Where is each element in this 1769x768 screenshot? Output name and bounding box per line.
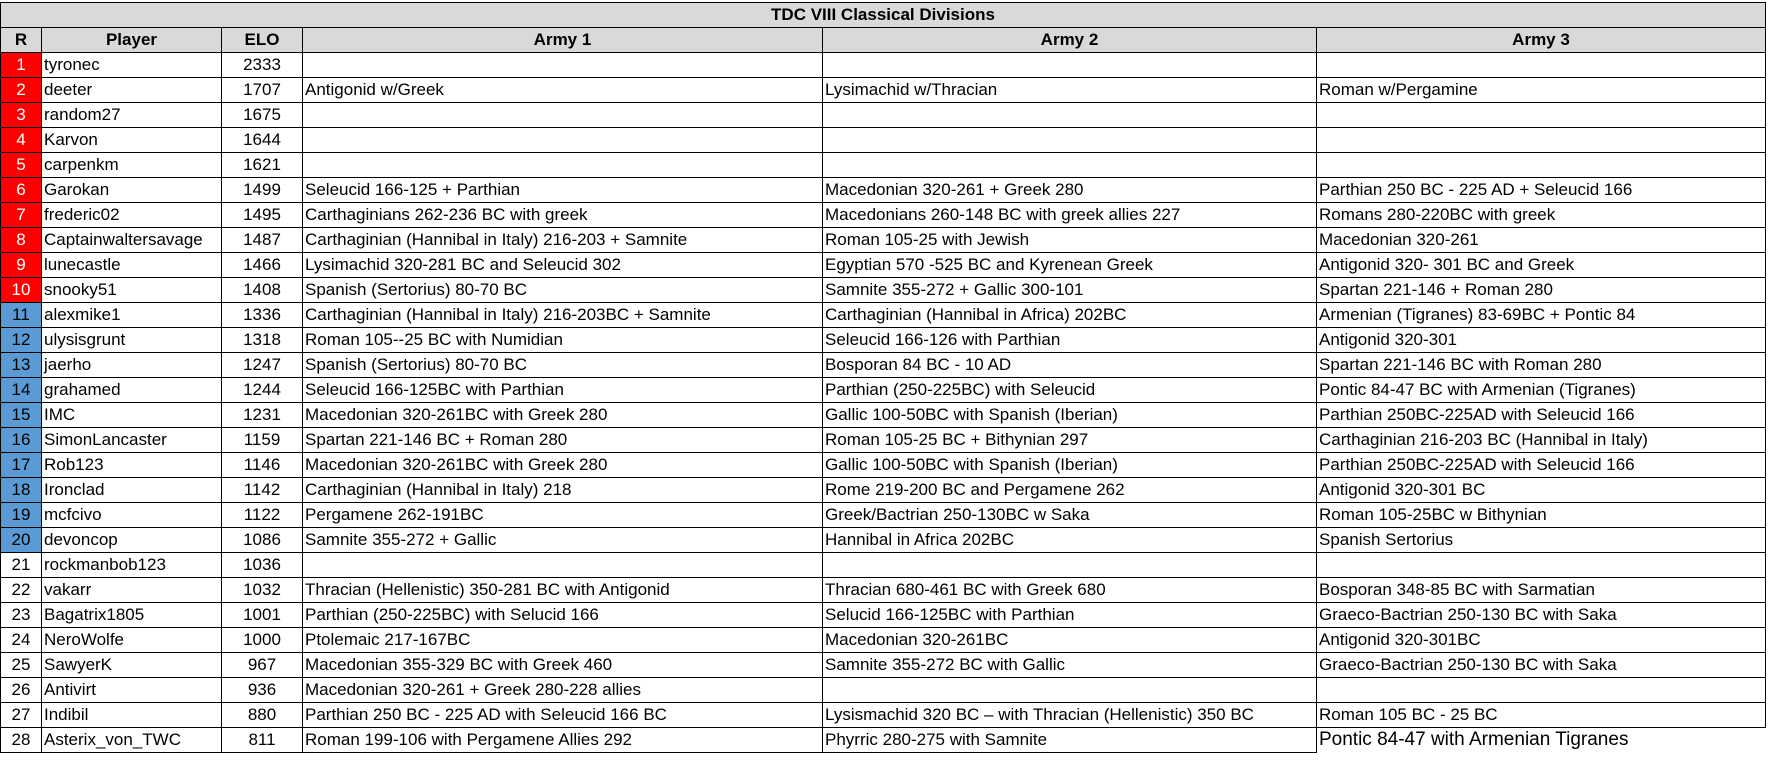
- cell-elo: 1231: [222, 403, 303, 428]
- cell-army1: Carthaginian (Hannibal in Italy) 218: [303, 478, 823, 503]
- cell-elo: 1336: [222, 303, 303, 328]
- cell-elo: 1244: [222, 378, 303, 403]
- cell-army3: Spartan 221-146 + Roman 280: [1317, 278, 1766, 303]
- cell-army2: Seleucid 166-126 with Parthian: [823, 328, 1317, 353]
- header-row: [1, 28, 1766, 53]
- cell-army3: [1317, 128, 1766, 153]
- cell-elo: 1466: [222, 253, 303, 278]
- table-row: [1, 728, 1766, 753]
- table-row: [1, 353, 1766, 378]
- header-army3: Army 3: [1317, 28, 1766, 53]
- cell-elo: 1707: [222, 78, 303, 103]
- cell-player: Antivirt: [42, 678, 222, 703]
- table-body: [1, 53, 1766, 753]
- cell-army1: [303, 53, 823, 78]
- table-row: [1, 153, 1766, 178]
- cell-army1: Carthaginian (Hannibal in Italy) 216-203BC + Samnite: [303, 303, 823, 328]
- cell-rank: 25: [1, 653, 42, 678]
- cell-army1: Ptolemaic 217-167BC: [303, 628, 823, 653]
- cell-army2: Gallic 100-50BC with Spanish (Iberian): [823, 403, 1317, 428]
- cell-army3: Pontic 84-47 with Armenian Tigranes: [1317, 728, 1766, 753]
- cell-army3: Spartan 221-146 BC with Roman 280: [1317, 353, 1766, 378]
- cell-army1: Roman 105--25 BC with Numidian: [303, 328, 823, 353]
- cell-army3: Roman 105-25BC w Bithynian: [1317, 503, 1766, 528]
- cell-elo: 1499: [222, 178, 303, 203]
- cell-army2: [823, 53, 1317, 78]
- cell-army2: Macedonian 320-261BC: [823, 628, 1317, 653]
- cell-player: devoncop: [42, 528, 222, 553]
- cell-army1: Carthaginians 262-236 BC with greek: [303, 203, 823, 228]
- cell-rank: 11: [1, 303, 42, 328]
- cell-army3: Parthian 250BC-225AD with Seleucid 166: [1317, 453, 1766, 478]
- cell-rank: 13: [1, 353, 42, 378]
- header-player: Player: [42, 28, 222, 53]
- table-row: [1, 478, 1766, 503]
- cell-player: Ironclad: [42, 478, 222, 503]
- cell-player: mcfcivo: [42, 503, 222, 528]
- cell-army1: [303, 153, 823, 178]
- cell-player: Captainwaltersavage: [42, 228, 222, 253]
- cell-army1: Parthian (250-225BC) with Selucid 166: [303, 603, 823, 628]
- table-row: [1, 503, 1766, 528]
- cell-army2: Gallic 100-50BC with Spanish (Iberian): [823, 453, 1317, 478]
- cell-army1: [303, 553, 823, 578]
- cell-elo: 1146: [222, 453, 303, 478]
- cell-rank: 6: [1, 178, 42, 203]
- cell-army3: Antigonid 320-301 BC: [1317, 478, 1766, 503]
- divisions-table: [0, 2, 1766, 753]
- cell-army1: Spanish (Sertorius) 80-70 BC: [303, 353, 823, 378]
- cell-army3: [1317, 553, 1766, 578]
- cell-army2: [823, 103, 1317, 128]
- header-rank: R: [1, 28, 42, 53]
- table-row: [1, 603, 1766, 628]
- cell-army2: Samnite 355-272 BC with Gallic: [823, 653, 1317, 678]
- cell-army2: [823, 678, 1317, 703]
- table-row: [1, 378, 1766, 403]
- cell-army2: Carthaginian (Hannibal in Africa) 202BC: [823, 303, 1317, 328]
- cell-army2: Hannibal in Africa 202BC: [823, 528, 1317, 553]
- cell-army3: [1317, 678, 1766, 703]
- cell-elo: 1675: [222, 103, 303, 128]
- cell-army3: Graeco-Bactrian 250-130 BC with Saka: [1317, 653, 1766, 678]
- cell-rank: 22: [1, 578, 42, 603]
- cell-army1: [303, 128, 823, 153]
- cell-army3: Bosporan 348-85 BC with Sarmatian: [1317, 578, 1766, 603]
- cell-elo: 2333: [222, 53, 303, 78]
- table-row: [1, 403, 1766, 428]
- cell-elo: 1000: [222, 628, 303, 653]
- table-row: [1, 328, 1766, 353]
- cell-army3: Roman 105 BC - 25 BC: [1317, 703, 1766, 728]
- cell-army3: Pontic 84-47 BC with Armenian (Tigranes): [1317, 378, 1766, 403]
- cell-army2: Macedonians 260-148 BC with greek allies 227: [823, 203, 1317, 228]
- cell-army2: Thracian 680-461 BC with Greek 680: [823, 578, 1317, 603]
- table-row: [1, 128, 1766, 153]
- cell-elo: 967: [222, 653, 303, 678]
- table-row: [1, 53, 1766, 78]
- cell-army2: Roman 105-25 BC + Bithynian 297: [823, 428, 1317, 453]
- cell-elo: 1318: [222, 328, 303, 353]
- cell-army2: Phyrric 280-275 with Samnite: [823, 728, 1317, 753]
- cell-rank: 17: [1, 453, 42, 478]
- cell-army2: Bosporan 84 BC - 10 AD: [823, 353, 1317, 378]
- cell-army3: [1317, 153, 1766, 178]
- cell-rank: 14: [1, 378, 42, 403]
- cell-army1: Pergamene 262-191BC: [303, 503, 823, 528]
- cell-player: Karvon: [42, 128, 222, 153]
- cell-player: vakarr: [42, 578, 222, 603]
- cell-rank: 27: [1, 703, 42, 728]
- cell-army2: Lysimachid w/Thracian: [823, 78, 1317, 103]
- title-row: [1, 3, 1766, 28]
- cell-elo: 1086: [222, 528, 303, 553]
- cell-elo: 1122: [222, 503, 303, 528]
- cell-army1: Macedonian 320-261BC with Greek 280: [303, 403, 823, 428]
- cell-army2: Selucid 166-125BC with Parthian: [823, 603, 1317, 628]
- cell-army2: [823, 128, 1317, 153]
- cell-army2: Lysismachid 320 BC – with Thracian (Hellenistic) 350 BC: [823, 703, 1317, 728]
- cell-army1: Carthaginian (Hannibal in Italy) 216-203 + Samnite: [303, 228, 823, 253]
- table-row: [1, 228, 1766, 253]
- cell-player: SimonLancaster: [42, 428, 222, 453]
- cell-army1: Seleucid 166-125 + Parthian: [303, 178, 823, 203]
- cell-army1: Roman 199-106 with Pergamene Allies 292: [303, 728, 823, 753]
- cell-player: frederic02: [42, 203, 222, 228]
- cell-elo: 1495: [222, 203, 303, 228]
- cell-elo: 1408: [222, 278, 303, 303]
- cell-army3: Graeco-Bactrian 250-130 BC with Saka: [1317, 603, 1766, 628]
- sheet-title: TDC VIII Classical Divisions: [1, 3, 1766, 28]
- cell-rank: 5: [1, 153, 42, 178]
- cell-army1: Samnite 355-272 + Gallic: [303, 528, 823, 553]
- cell-army1: Spartan 221-146 BC + Roman 280: [303, 428, 823, 453]
- cell-player: tyronec: [42, 53, 222, 78]
- cell-army1: Macedonian 320-261 + Greek 280-228 allies: [303, 678, 823, 703]
- cell-army1: Parthian 250 BC - 225 AD with Seleucid 166 BC: [303, 703, 823, 728]
- cell-rank: 20: [1, 528, 42, 553]
- cell-army3: Armenian (Tigranes) 83-69BC + Pontic 84: [1317, 303, 1766, 328]
- table-row: [1, 453, 1766, 478]
- cell-army3: Parthian 250BC-225AD with Seleucid 166: [1317, 403, 1766, 428]
- cell-army2: Rome 219-200 BC and Pergamene 262: [823, 478, 1317, 503]
- cell-elo: 1036: [222, 553, 303, 578]
- header-army1: Army 1: [303, 28, 823, 53]
- cell-army3: Macedonian 320-261: [1317, 228, 1766, 253]
- cell-army3: Spanish Sertorius: [1317, 528, 1766, 553]
- header-elo: ELO: [222, 28, 303, 53]
- cell-rank: 28: [1, 728, 42, 753]
- table-row: [1, 178, 1766, 203]
- cell-player: snooky51: [42, 278, 222, 303]
- cell-elo: 1032: [222, 578, 303, 603]
- cell-army1: Lysimachid 320-281 BC and Seleucid 302: [303, 253, 823, 278]
- table-row: [1, 78, 1766, 103]
- cell-player: Bagatrix1805: [42, 603, 222, 628]
- table-row: [1, 578, 1766, 603]
- table-row: [1, 653, 1766, 678]
- cell-army2: Greek/Bactrian 250-130BC w Saka: [823, 503, 1317, 528]
- cell-rank: 12: [1, 328, 42, 353]
- cell-army1: Thracian (Hellenistic) 350-281 BC with Antigonid: [303, 578, 823, 603]
- cell-player: Indibil: [42, 703, 222, 728]
- cell-rank: 1: [1, 53, 42, 78]
- cell-army2: Parthian (250-225BC) with Seleucid: [823, 378, 1317, 403]
- table-row: [1, 303, 1766, 328]
- cell-player: Garokan: [42, 178, 222, 203]
- cell-rank: 10: [1, 278, 42, 303]
- cell-elo: 1001: [222, 603, 303, 628]
- cell-player: NeroWolfe: [42, 628, 222, 653]
- table-row: [1, 428, 1766, 453]
- cell-rank: 15: [1, 403, 42, 428]
- cell-army3: Antigonid 320-301: [1317, 328, 1766, 353]
- cell-army1: Macedonian 320-261BC with Greek 280: [303, 453, 823, 478]
- cell-rank: 3: [1, 103, 42, 128]
- cell-rank: 16: [1, 428, 42, 453]
- cell-elo: 936: [222, 678, 303, 703]
- cell-army1: Antigonid w/Greek: [303, 78, 823, 103]
- cell-player: jaerho: [42, 353, 222, 378]
- table-row: [1, 628, 1766, 653]
- cell-army2: Macedonian 320-261 + Greek 280: [823, 178, 1317, 203]
- cell-army3: Roman w/Pergamine: [1317, 78, 1766, 103]
- table-row: [1, 103, 1766, 128]
- cell-player: lunecastle: [42, 253, 222, 278]
- cell-rank: 7: [1, 203, 42, 228]
- table-row: [1, 528, 1766, 553]
- cell-elo: 1644: [222, 128, 303, 153]
- cell-rank: 24: [1, 628, 42, 653]
- cell-player: alexmike1: [42, 303, 222, 328]
- cell-elo: 1142: [222, 478, 303, 503]
- cell-army3: Carthaginian 216-203 BC (Hannibal in Italy): [1317, 428, 1766, 453]
- cell-player: random27: [42, 103, 222, 128]
- cell-elo: 1247: [222, 353, 303, 378]
- cell-army1: Macedonian 355-329 BC with Greek 460: [303, 653, 823, 678]
- cell-rank: 8: [1, 228, 42, 253]
- cell-rank: 9: [1, 253, 42, 278]
- cell-player: IMC: [42, 403, 222, 428]
- cell-elo: 1487: [222, 228, 303, 253]
- table-row: [1, 253, 1766, 278]
- cell-elo: 880: [222, 703, 303, 728]
- cell-player: carpenkm: [42, 153, 222, 178]
- cell-player: rockmanbob123: [42, 553, 222, 578]
- cell-rank: 2: [1, 78, 42, 103]
- cell-army1: [303, 103, 823, 128]
- table-row: [1, 203, 1766, 228]
- table-row: [1, 678, 1766, 703]
- cell-rank: 19: [1, 503, 42, 528]
- cell-army2: Samnite 355-272 + Gallic 300-101: [823, 278, 1317, 303]
- cell-player: deeter: [42, 78, 222, 103]
- cell-rank: 18: [1, 478, 42, 503]
- cell-army3: Antigonid 320- 301 BC and Greek: [1317, 253, 1766, 278]
- cell-army2: [823, 553, 1317, 578]
- table-row: [1, 703, 1766, 728]
- cell-army1: Seleucid 166-125BC with Parthian: [303, 378, 823, 403]
- cell-army2: [823, 153, 1317, 178]
- cell-elo: 811: [222, 728, 303, 753]
- cell-player: grahamed: [42, 378, 222, 403]
- cell-rank: 21: [1, 553, 42, 578]
- cell-rank: 26: [1, 678, 42, 703]
- cell-player: Rob123: [42, 453, 222, 478]
- cell-army3: Romans 280-220BC with greek: [1317, 203, 1766, 228]
- cell-army2: Roman 105-25 with Jewish: [823, 228, 1317, 253]
- cell-rank: 4: [1, 128, 42, 153]
- cell-elo: 1159: [222, 428, 303, 453]
- table-row: [1, 278, 1766, 303]
- cell-player: ulysisgrunt: [42, 328, 222, 353]
- cell-army1: Spanish (Sertorius) 80-70 BC: [303, 278, 823, 303]
- cell-army2: Egyptian 570 -525 BC and Kyrenean Greek: [823, 253, 1317, 278]
- cell-army3: [1317, 53, 1766, 78]
- cell-elo: 1621: [222, 153, 303, 178]
- cell-rank: 23: [1, 603, 42, 628]
- cell-army3: [1317, 103, 1766, 128]
- cell-player: Asterix_von_TWC: [42, 728, 222, 753]
- cell-army3: Parthian 250 BC - 225 AD + Seleucid 166: [1317, 178, 1766, 203]
- header-army2: Army 2: [823, 28, 1317, 53]
- cell-army3: Antigonid 320-301BC: [1317, 628, 1766, 653]
- cell-player: SawyerK: [42, 653, 222, 678]
- table-row: [1, 553, 1766, 578]
